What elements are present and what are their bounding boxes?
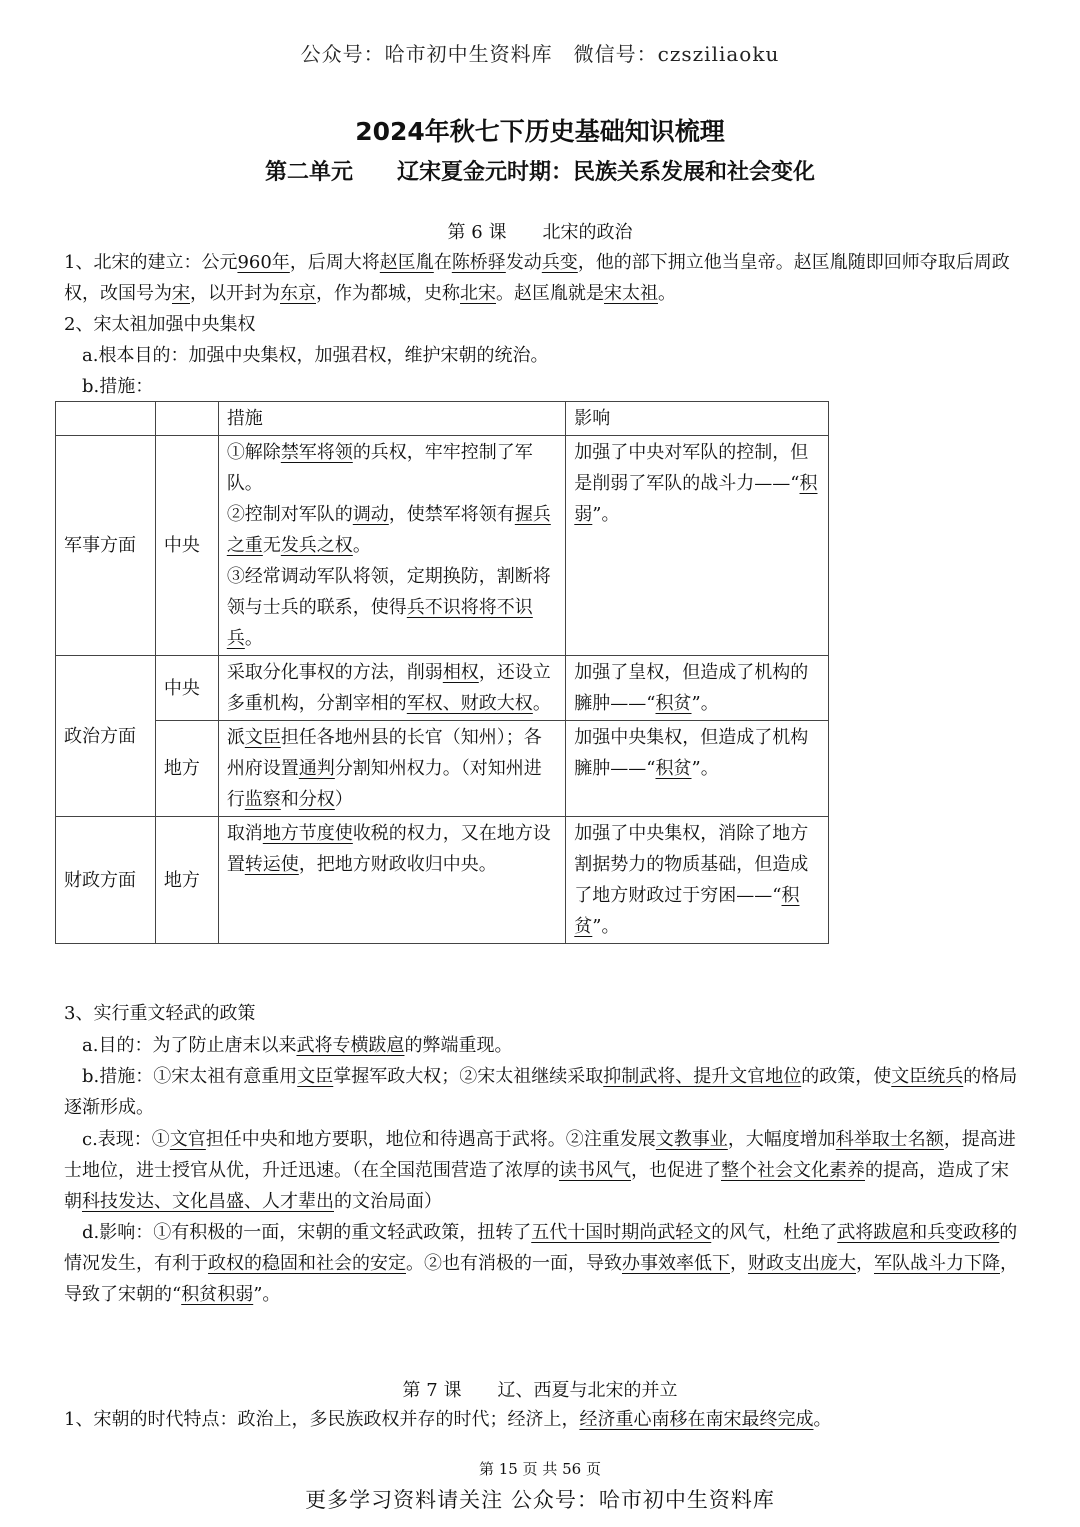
table-cell-measure	[218, 436, 565, 656]
text-segment: ”。	[592, 504, 620, 525]
unit-subtitle: 第二单元 辽宋夏金元时期：民族关系发展和社会变化	[264, 160, 815, 185]
text-segment: 担任中央和地方要职，地位和待遇高于武将。②注重发展	[205, 1129, 656, 1150]
text-segment: 。	[658, 283, 676, 304]
key-term: 积贫	[655, 758, 692, 779]
text-segment: 加强了中央集权，消除了地方割据势力的物质基础，但造成了地方财政过于穷困——“	[574, 823, 809, 906]
text-segment: 的弊端重现。	[404, 1035, 513, 1056]
text-segment: 。赵匡胤就是	[496, 283, 604, 304]
table-header-effect: 影响	[566, 402, 829, 436]
text-segment: 采取分化事权的方法，削弱	[226, 662, 443, 683]
measures-table	[55, 401, 829, 944]
text-segment: ，使禁军将领有	[388, 504, 515, 525]
text-segment: 的提高，造成了宋朝	[64, 1160, 1009, 1212]
key-term: 宋	[172, 283, 190, 304]
table-cell-empty	[56, 402, 156, 436]
paragraph-civil-measures	[64, 1061, 1024, 1123]
text-segment: 的情况发生，有利于	[64, 1222, 1018, 1274]
key-term: 军权、财政大权	[406, 693, 533, 714]
key-term: 陈桥驿	[451, 252, 506, 273]
text-segment: 1、北宋的建立：公元	[64, 252, 238, 273]
text-segment: ①解除	[226, 442, 281, 463]
paragraph-civil-policy: 3、实行重文轻武的政策	[64, 1003, 256, 1024]
text-segment: ，还设立多重机构，分割宰相的	[226, 662, 551, 714]
text-segment: ”。	[592, 916, 620, 937]
key-term: 960年	[237, 252, 290, 273]
key-term: 积贫	[574, 885, 800, 937]
text-segment: ，	[730, 1253, 748, 1274]
key-term: 赵匡胤	[379, 252, 434, 273]
text-segment: 。	[813, 1409, 832, 1430]
table-cell-measure	[218, 817, 565, 944]
key-term: 读书风气	[559, 1160, 631, 1181]
text-segment: 的文治局面）	[334, 1191, 442, 1212]
text-segment: 。②也有消极的一面，导致	[406, 1253, 622, 1274]
paragraph-founding	[64, 247, 1024, 309]
text-segment: ②控制对军队的	[226, 504, 353, 525]
paragraph-measures: b.措施：	[82, 376, 154, 397]
text-segment: b.措施：①宋太祖有意重用	[82, 1066, 298, 1087]
key-term: 抑制武将、提升文官地位	[603, 1066, 802, 1087]
text-segment: 的格局逐渐形成。	[64, 1066, 1018, 1118]
text-segment: 掌握军政大权；②宋太祖继续采取	[333, 1066, 604, 1087]
key-term: 文臣	[297, 1066, 334, 1087]
key-term: 积弱	[574, 473, 818, 525]
text-segment: ，他的部下拥立他当皇帝。赵匡胤随即回师夺取后周政权，改国号为	[64, 252, 1010, 304]
table-cell-category: 财政方面	[56, 817, 156, 944]
key-term: 握兵之重	[226, 504, 551, 556]
key-term: 武将专横跋扈	[296, 1035, 405, 1056]
table-header-measure: 措施	[218, 402, 565, 436]
table-row	[56, 436, 829, 656]
key-term: 北宋	[460, 283, 496, 304]
table-header-row	[56, 402, 829, 436]
table-cell-effect	[566, 436, 829, 656]
text-segment: 派	[226, 727, 245, 748]
key-term: 相权	[442, 662, 479, 683]
page-number: 第 15 页 共 56 页	[478, 1460, 601, 1478]
key-term: 禁军将领	[280, 442, 353, 463]
text-segment: ，把地方财政收归中央。	[298, 854, 497, 875]
table-cell-level: 中央	[155, 656, 218, 721]
text-segment: 。	[532, 693, 551, 714]
key-term: 分权	[298, 789, 335, 810]
text-segment: 1、宋朝的时代特点：政治上，多民族政权并存的时代；经济上，	[64, 1409, 580, 1430]
text-segment: ，	[856, 1253, 874, 1274]
table-cell-category: 军事方面	[56, 436, 156, 656]
table-cell-category: 政治方面	[56, 656, 156, 817]
text-segment: ，大幅度增加	[727, 1129, 836, 1150]
text-segment: ，导致了宋朝的“	[64, 1253, 1018, 1305]
paragraph-song-features	[64, 1404, 1024, 1435]
paragraph-civil-manifestation	[64, 1124, 1024, 1217]
key-term: 武将跋扈和兵变政移	[837, 1222, 1000, 1243]
table-cell-measure	[218, 721, 565, 817]
lesson-7-heading: 第 7 课 辽、西夏与北宋的并立	[402, 1380, 678, 1401]
key-term: 兵变	[541, 252, 578, 273]
text-segment: a.目的：为了防止唐末以来	[82, 1035, 297, 1056]
text-segment: ，提高进士地位，进士授官从优，升迁迅速。（在全国范围营造了浓厚的	[64, 1129, 1016, 1181]
text-segment: 。	[352, 535, 371, 556]
key-term: 地方节度使	[262, 823, 353, 844]
text-segment: c.表现：①	[82, 1129, 170, 1150]
text-segment: 分割知州权力。（对知州进行	[226, 758, 542, 810]
key-term: 文官	[169, 1129, 206, 1150]
text-segment: 加强了皇权，但造成了机构的臃肿——“	[574, 662, 809, 714]
key-term: 兵不识将将不识兵	[226, 597, 533, 649]
text-segment: ”。	[253, 1284, 281, 1305]
text-segment: 在	[433, 252, 452, 273]
table-cell-effect	[566, 721, 829, 817]
table-row	[56, 656, 829, 721]
text-segment: 加强了中央对军队的控制，但是削弱了军队的战斗力——“	[574, 442, 809, 494]
text-segment: 和	[280, 789, 299, 810]
key-term: 发兵之权	[280, 535, 353, 556]
key-term: 五代十国时期尚武轻文	[531, 1222, 712, 1243]
paragraph-civil-purpose	[64, 1030, 1024, 1061]
text-segment: 收税的权力，又在地方设置	[226, 823, 551, 875]
text-segment: ③经常调动军队将领，定期换防，割断将领与士兵的联系，使得	[226, 566, 551, 618]
text-segment: ）	[334, 789, 353, 810]
key-term: 积贫积弱	[181, 1284, 254, 1305]
key-term: 财政支出庞大	[748, 1253, 856, 1274]
text-segment: 的兵权，牢牢控制了军队。	[226, 442, 533, 494]
table-cell-measure	[218, 656, 565, 721]
text-segment: 。	[244, 628, 263, 649]
text-segment: 无	[262, 535, 281, 556]
key-term: 转运使	[244, 854, 299, 875]
text-segment: ”。	[691, 758, 719, 779]
table-row	[56, 721, 829, 817]
table-cell-effect	[566, 656, 829, 721]
text-segment: 的政策，使	[801, 1066, 892, 1087]
table-cell-level: 地方	[155, 721, 218, 817]
table-cell-effect	[566, 817, 829, 944]
key-term: 文臣	[244, 727, 281, 748]
text-segment: d.影响：①有积极的一面，宋朝的重文轻武政策，扭转了	[82, 1222, 532, 1243]
key-term: 军队战斗力下降	[874, 1253, 1000, 1274]
key-term: 调动	[352, 504, 389, 525]
lesson-6-heading: 第 6 课 北宋的政治	[447, 222, 633, 243]
text-segment: 的风气，杜绝了	[711, 1222, 838, 1243]
text-segment: 担任各地州县的长官（知州）；各州府设置	[226, 727, 542, 779]
key-term: 办事效率低下	[622, 1253, 730, 1274]
paragraph-civil-impact	[64, 1217, 1024, 1310]
text-segment: ，以开封为	[190, 283, 280, 304]
text-segment: ”。	[691, 693, 719, 714]
key-term: 整个社会文化素养	[721, 1160, 865, 1181]
watermark-header: 公众号：哈市初中生资料库 微信号：czsziliaoku	[300, 42, 780, 66]
watermark-footer: 更多学习资料请关注 公众号：哈市初中生资料库	[305, 1488, 775, 1512]
text-segment: ，也促进了	[631, 1160, 721, 1181]
key-term: 文教事业	[655, 1129, 728, 1150]
paragraph-purpose: a.根本目的：加强中央集权，加强君权，维护宋朝的统治。	[82, 345, 549, 366]
text-segment: 加强中央集权，但造成了机构臃肿——“	[574, 727, 809, 779]
key-term: 政权的稳固和社会的安定	[208, 1253, 406, 1274]
page-title: 2024年秋七下历史基础知识梳理	[355, 117, 725, 146]
key-term: 经济重心南移在南宋最终完成	[579, 1409, 814, 1430]
paragraph-centralization: 2、宋太祖加强中央集权	[64, 314, 256, 335]
key-term: 监察	[244, 789, 281, 810]
key-term: 东京	[280, 283, 316, 304]
key-term: 文臣统兵	[891, 1066, 964, 1087]
key-term: 宋太祖	[604, 283, 658, 304]
key-term: 科技发达、文化昌盛、人才辈出	[82, 1191, 334, 1212]
text-segment: 发动	[505, 252, 542, 273]
key-term: 积贫	[655, 693, 692, 714]
text-segment: ，作为都城，史称	[316, 283, 460, 304]
key-term: 科举取士名额	[835, 1129, 944, 1150]
text-segment: ，后周大将	[289, 252, 380, 273]
table-cell-level: 地方	[155, 817, 218, 944]
table-row	[56, 817, 829, 944]
key-term: 通判	[298, 758, 335, 779]
table-cell-level: 中央	[155, 436, 218, 656]
text-segment: 取消	[226, 823, 263, 844]
table-cell-empty	[155, 402, 218, 436]
